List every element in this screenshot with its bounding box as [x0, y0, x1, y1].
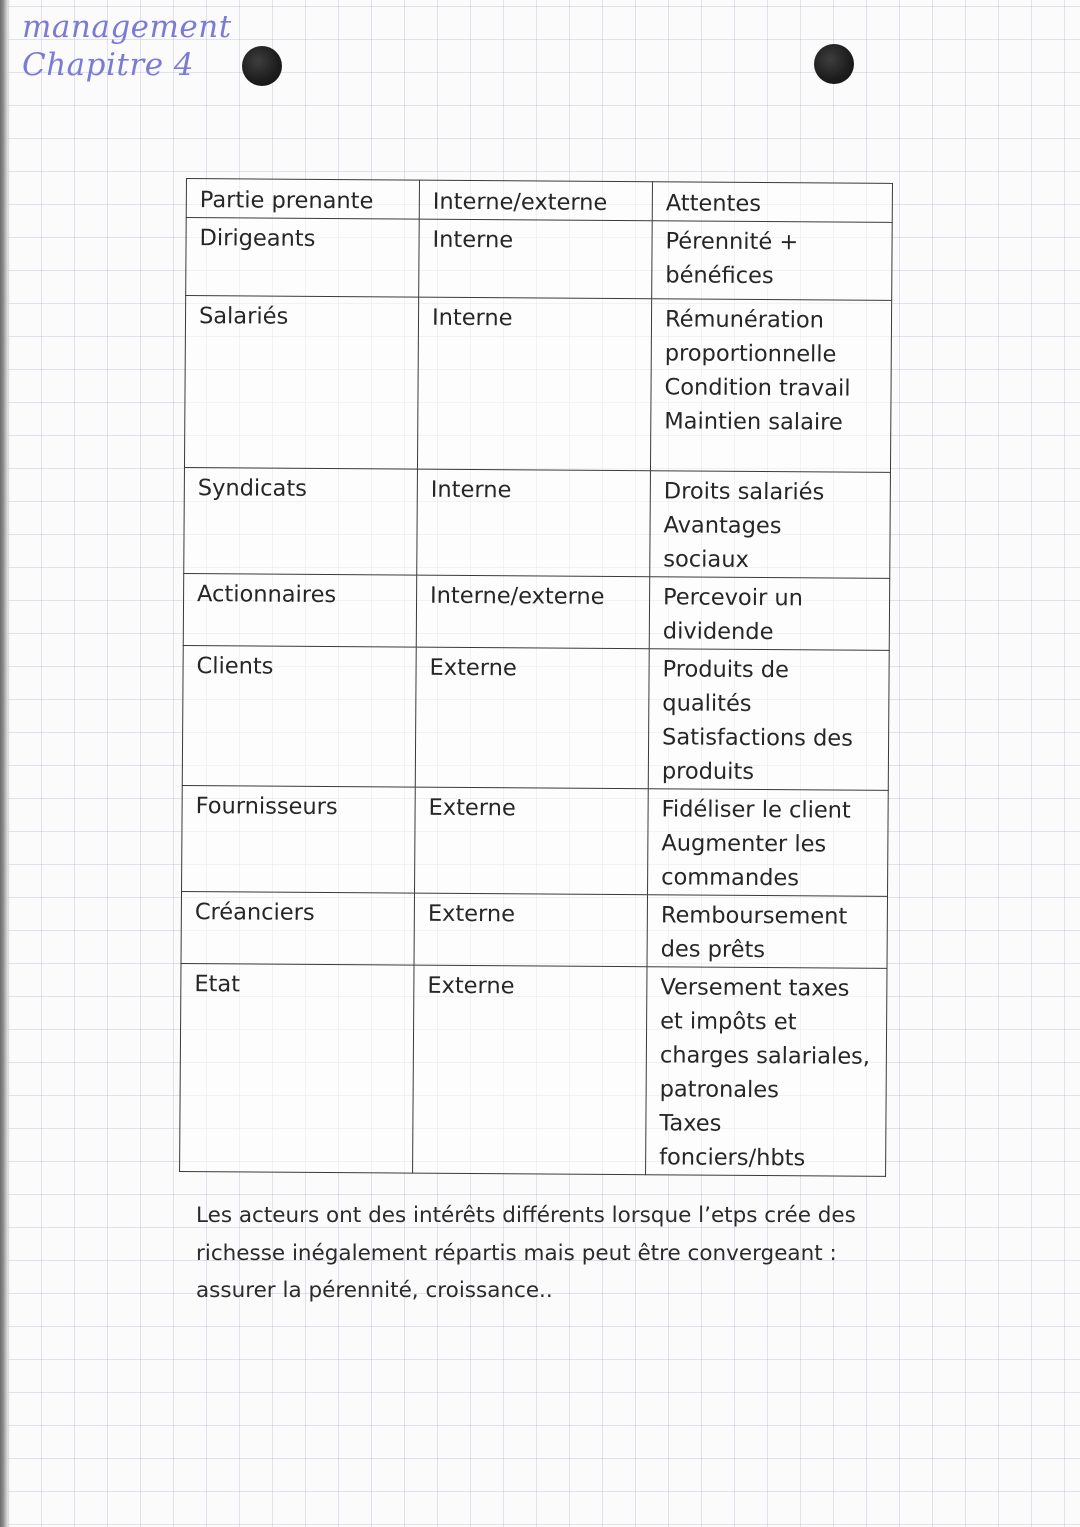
conclusion-line: richesse inégalement répartis mais peut être convergeant : — [196, 1240, 837, 1266]
attente-line: bénéfices — [665, 262, 774, 290]
table-row — [183, 573, 889, 650]
cell-type: Interne — [419, 219, 653, 299]
cell-type: Interne/externe — [416, 575, 649, 649]
table-row — [184, 467, 891, 578]
cell-type: Interne — [417, 469, 651, 577]
cell-attentes — [648, 649, 889, 791]
handwritten-heading — [22, 8, 232, 84]
attente-line: fonciers/hbts — [659, 1144, 806, 1172]
attente-line: patronales — [659, 1076, 780, 1104]
table-row — [182, 645, 889, 790]
attente-line: Percevoir un — [662, 584, 804, 612]
attente-line: Pérennité + — [665, 228, 799, 256]
cell-type: Externe — [413, 965, 647, 1175]
attente-line: Taxes — [659, 1110, 722, 1137]
cell-attentes — [647, 895, 887, 969]
attente-line: Remboursement — [660, 902, 848, 930]
cell-partie: Salariés — [184, 296, 418, 470]
attente-line: et impôts et — [660, 1008, 797, 1036]
attente-line: qualités — [662, 690, 752, 717]
stakeholder-table — [179, 178, 893, 1177]
conclusion-line: Les acteurs ont des intérêts différents lorsque l’etps crée des — [196, 1203, 856, 1228]
table-row — [181, 891, 887, 968]
punch-hole-left — [242, 46, 282, 86]
cell-type: Externe — [414, 893, 647, 967]
attente-line: Fidéliser le client — [661, 796, 851, 824]
cell-partie: Actionnaires — [183, 573, 416, 647]
attente-line: Droits salariés — [663, 478, 825, 506]
punch-hole-right — [814, 44, 854, 84]
attente-line: Avantages — [663, 512, 782, 540]
attente-line: Produits de — [662, 656, 789, 684]
attente-line: proportionnelle — [664, 340, 837, 368]
conclusion-line: assurer la pérennité, croissance.. — [196, 1278, 553, 1303]
cell-attentes — [652, 221, 893, 301]
attente-line: charges salariales, — [659, 1042, 871, 1070]
cell-partie: Dirigeants — [186, 218, 420, 298]
cell-attentes — [649, 577, 889, 651]
cell-partie: Fournisseurs — [182, 785, 416, 893]
attente-line: Augmenter les — [661, 830, 827, 858]
cell-partie: Clients — [182, 645, 416, 787]
table-header-row — [186, 179, 892, 223]
attente-line: Satisfactions des — [662, 724, 853, 752]
cell-partie: Etat — [180, 963, 414, 1173]
attente-line: commandes — [661, 864, 800, 892]
attente-line: Rémunération — [664, 306, 825, 334]
cell-attentes — [648, 789, 889, 897]
cell-type: Externe — [415, 647, 649, 789]
attente-line: sociaux — [663, 546, 749, 573]
header-cell-type: Interne/externe — [419, 180, 652, 221]
conclusion-paragraph — [196, 1197, 916, 1310]
cell-type: Externe — [415, 787, 649, 895]
chapter-title: Chapitre 4 — [22, 47, 195, 83]
cell-partie: Syndicats — [184, 467, 418, 575]
table-row — [182, 785, 889, 896]
attente-line: produits — [661, 758, 755, 785]
stakeholder-table-container — [179, 178, 892, 1177]
header-cell-attentes: Attentes — [652, 182, 892, 223]
cell-attentes — [650, 299, 891, 473]
attente-line: des prêts — [660, 936, 766, 964]
cell-attentes — [650, 471, 891, 579]
cell-partie: Créanciers — [181, 891, 414, 965]
attente-line: Versement taxes — [660, 974, 850, 1002]
table-row — [186, 218, 893, 301]
page-binding-edge — [0, 0, 10, 1527]
attente-line: Maintien salaire — [664, 408, 843, 436]
header-cell-partie: Partie prenante — [186, 179, 419, 220]
attente-line: dividende — [662, 618, 774, 646]
cell-type: Interne — [417, 297, 651, 471]
table-row — [180, 963, 887, 1176]
table-row — [184, 296, 891, 473]
subject-title: management — [22, 9, 232, 45]
cell-attentes — [646, 967, 887, 1177]
attente-line: Condition travail — [664, 374, 851, 402]
